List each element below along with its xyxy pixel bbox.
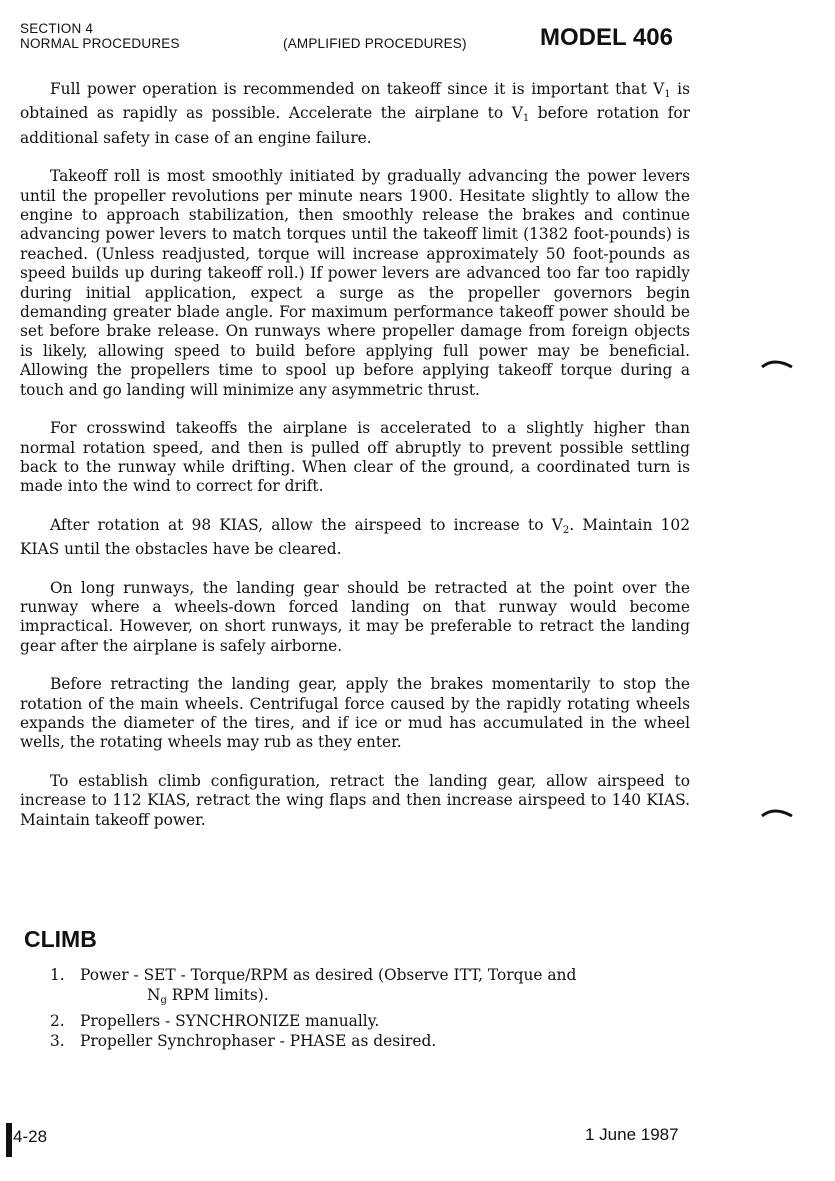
section-number: SECTION 4	[20, 21, 94, 36]
list-item: 1. Power - SET - Torque/RPM as desired (Observe ITT, Torque and	[50, 966, 577, 984]
paragraph-rotation: After rotation at 98 KIAS, allow the airspeed to increase to $V_2$. Maintain 102 KIAS until the obstacles have be cleared.	[20, 515, 690, 559]
margin-scan-mark	[760, 804, 796, 820]
section-header	[20, 21, 180, 51]
paragraph-takeoff-roll: Takeoff roll is most smoothly initiated by gradually advancing the power levers until the propeller revolutions per minute nears 1900. Hesitate slightly to allow the engine to approach stabilization, then smoothly release the brakes and continue advancing power levers to match torques until the takeoff limit (1382 foot-pounds) is reached. (Unless readjusted, torque will increase approximately 50 foot-pounds as speed builds up during takeoff roll.) If power levers are advanced too far too rapidly during initial application, expect a surge as the propeller governors begin demanding greater blade angle. For maximum performance takeoff power should be set before brake release. On runways where propeller damage from foreign objects is likely, allowing speed to build before applying full power may be beneficial. Allowing the propellers time to spool up before applying takeoff torque during a touch and go landing will minimize any asymmetric thrust.	[20, 167, 690, 399]
list-item: 3. Propeller Synchrophaser - PHASE as desired.	[50, 1032, 437, 1050]
paragraph-climb-config: To establish climb configuration, retract the landing gear, allow airspeed to increase to 112 KIAS, retract the wing flaps and then increase airspeed to 140 KIAS. Maintain takeoff power.	[20, 771, 690, 829]
model-title: MODEL 406	[540, 24, 673, 51]
change-bar	[6, 1123, 12, 1157]
revision-date: 1 June 1987	[585, 1125, 679, 1144]
climb-heading: CLIMB	[24, 926, 97, 952]
page-number: 4-28	[13, 1127, 48, 1146]
paragraph-full-power: Full power operation is recommended on takeoff since it is important that $V_1$ is obtained as rapidly as possible. Accelerate the airplane to $V_1$ before rotation for additional safety in case of an engine failure.	[20, 80, 690, 147]
page-subtitle: (AMPLIFIED PROCEDURES)	[283, 36, 467, 51]
list-item-continuation: $N_g$ RPM limits).	[147, 986, 269, 1006]
margin-scan-mark	[760, 355, 796, 371]
paragraph-long-runways: On long runways, the landing gear should be retracted at the point over the runway where a wheels-down forced landing on that runway would become impractical. However, on short runways, it may be preferable to retract the landing gear after the airplane is safely airborne.	[20, 578, 690, 655]
climb-checklist	[50, 965, 700, 1051]
paragraph-brakes: Before retracting the landing gear, apply the brakes momentarily to stop the rotation of the main wheels. Centrifugal force caused by the rapidly rotating wheels expands the diameter of the tires, and if ice or mud has accumulated in the wheel wells, the rotating wheels may rub as they enter.	[20, 675, 690, 752]
section-title: NORMAL PROCEDURES	[20, 36, 180, 51]
body-text	[20, 80, 690, 830]
list-item: 2. Propellers - SYNCHRONIZE manually.	[50, 1012, 380, 1030]
paragraph-crosswind: For crosswind takeoffs the airplane is accelerated to a slightly higher than normal rotation speed, and then is pulled off abruptly to prevent possible settling back to the runway while drifting. When clear of the ground, a coordinated turn is made into the wind to correct for drift.	[20, 419, 690, 496]
